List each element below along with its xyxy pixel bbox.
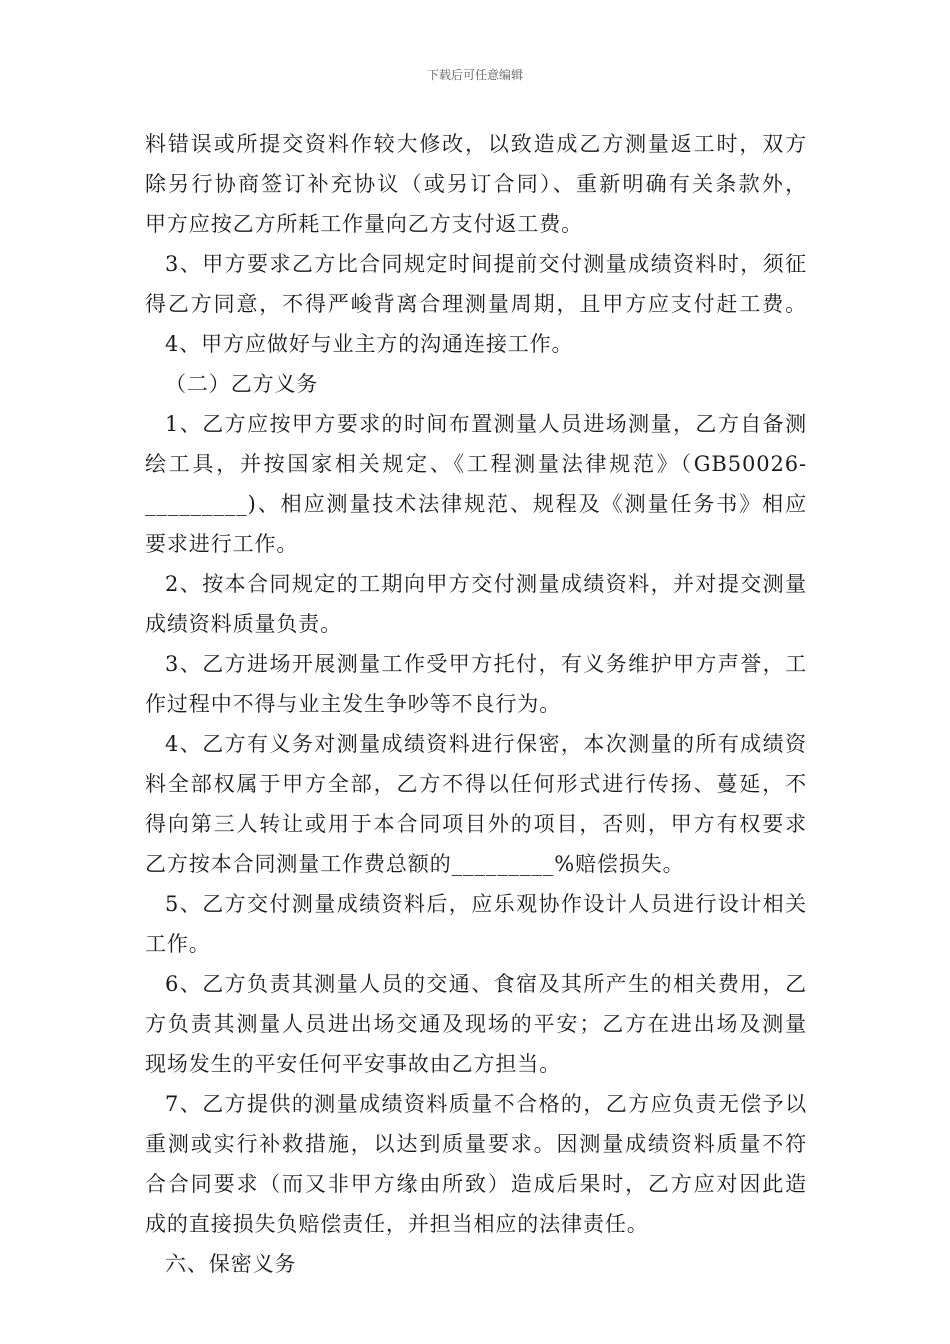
paragraph-line: 方负责其测量人员进出场交通及现场的平安；乙方在进出场及测量 — [145, 1012, 807, 1036]
paragraph-line: 作过程中不得与业主发生争吵等不良行为。 — [145, 692, 562, 716]
paragraph-line: 重测或实行补救措施，以达到质量要求。因测量成绩资料质量不符 — [145, 1132, 807, 1156]
paragraph-line: 5、乙方交付测量成绩资料后，应乐观协作设计人员进行设计相关 — [165, 892, 807, 916]
paragraph-line: 得向第三人转让或用于本合同项目外的项目，否则，甲方有权要求 — [145, 812, 807, 836]
section-heading: 六、保密义务 — [165, 1252, 297, 1276]
paragraph-line: 除另行协商签订补充协议（或另订合同）、重新明确有关条款外， — [145, 172, 807, 196]
paragraph-line: 要求进行工作。 — [145, 532, 299, 556]
paragraph-line: 3、甲方要求乙方比合同规定时间提前交付测量成绩资料时，须征 — [165, 252, 807, 276]
paragraph-line: 4、乙方有义务对测量成绩资料进行保密，本次测量的所有成绩资 — [165, 732, 807, 756]
paragraph-line: 3、乙方进场开展测量工作受甲方托付，有义务维护甲方声誉，工 — [165, 652, 807, 676]
paragraph-line: 乙方按本合同测量工作费总额的_________%赔偿损失。 — [145, 852, 685, 876]
paragraph-line: 甲方应按乙方所耗工作量向乙方支付返工费。 — [145, 212, 583, 236]
paragraph-line: 工作。 — [145, 932, 211, 956]
paragraph-line: 得乙方同意，不得严峻背离合理测量周期，且甲方应支付赶工费。 — [145, 292, 807, 316]
paragraph-line: 6、乙方负责其测量人员的交通、食宿及其所产生的相关费用，乙 — [165, 972, 807, 996]
paragraph-line: 1、乙方应按甲方要求的时间布置测量人员进场测量，乙方自备测 — [165, 412, 807, 436]
paragraph-line: 成的直接损失负赔偿责任，并担当相应的法律责任。 — [145, 1212, 649, 1236]
paragraph-line: 2、按本合同规定的工期向甲方交付测量成绩资料，并对提交测量 — [165, 572, 807, 596]
document-body — [145, 124, 807, 1284]
paragraph-line: _________)、相应测量技术法律规范、规程及《测量任务书》相应 — [145, 492, 807, 516]
paragraph-line: 成绩资料质量负责。 — [145, 612, 343, 636]
paragraph-line: 4、甲方应做好与业主方的沟通连接工作。 — [165, 332, 574, 356]
paragraph-line: 合合同要求（而又非甲方缘由所致）造成后果时，乙方应对因此造 — [145, 1172, 807, 1196]
paragraph-line: 料错误或所提交资料作较大修改，以致造成乙方测量返工时，双方 — [145, 132, 807, 156]
paragraph-line: 料全部权属于甲方全部，乙方不得以任何形式进行传扬、蔓延，不 — [145, 772, 807, 796]
paragraph-line: 现场发生的平安任何平安事故由乙方担当。 — [145, 1052, 562, 1076]
paragraph-line: 7、乙方提供的测量成绩资料质量不合格的，乙方应负责无偿予以 — [165, 1092, 807, 1116]
paragraph-line: 绘工具，并按国家相关规定、《工程测量法律规范》（GB50026- — [145, 452, 807, 476]
section-heading: （二）乙方义务 — [165, 372, 319, 396]
page-header: 下载后可任意编辑 — [426, 68, 523, 82]
